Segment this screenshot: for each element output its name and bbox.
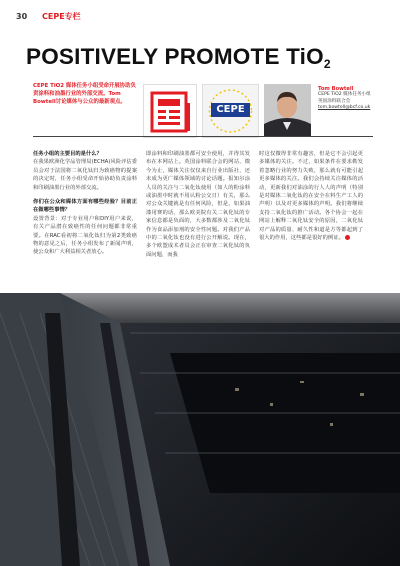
author-name: Tom Bowtell xyxy=(318,86,354,92)
page-header xyxy=(0,0,400,28)
text-column-3 xyxy=(259,150,363,248)
question-heading: 你们在公众和媒体方面有哪些经验？目前正在做哪些事情？ xyxy=(33,199,137,214)
article-title xyxy=(26,44,386,71)
paragraph xyxy=(259,150,363,242)
divider xyxy=(33,136,373,137)
text-column-2 xyxy=(146,150,250,265)
title-subscript: 2 xyxy=(323,57,331,71)
paragraph: 在我果欧洲化学品管理局(ECHA)风险评估委员会对于法国将二氧化钛归为致癌物的提案的决定时，任务小组受命开始协助负责涂料和印刷油墨行业的外部交流。 xyxy=(33,159,137,191)
paragraph-text: 时这仅微得非常有趣害，但是它不会引起更多媒体的关注。不过，如果条件在要求勒发着忽略行业的努力失败，那么就有可能引起更多媒体的关注。我们会持续关注媒体的活动，更新我们对油涂的行人人的声明（特别是对媒体二氧化钛的在安全在料生产工人的声明）以及对更多媒体的声明。我们将继续支持二氧化钛的推广活动。各个协会一起在网站上解释二氧化钛安全的原因，二氧化钛对产品的质量、耐久性和道是方等都起到了很大的作用，这些都是很好的例证。 xyxy=(259,151,363,242)
author-role: CEPE TiO2 媒体任务小组 xyxy=(318,92,371,98)
author-bio xyxy=(318,86,378,112)
end-mark-icon xyxy=(345,235,350,240)
text-column-1 xyxy=(33,150,137,263)
article-intro: CEPE TiO2 媒体任务小组受命开展协助负责涂料和油墨行业的外部交流。Tom Bowtell讨论媒体与公众的最新观点。 xyxy=(33,83,136,106)
page-number: 30 xyxy=(16,12,28,21)
author-photo xyxy=(264,84,311,136)
title-main: POSITIVELY PROMOTE TiO xyxy=(26,44,324,69)
newspaper-icon xyxy=(143,84,197,138)
question-heading: 任务小组的主要目的是什么？ xyxy=(33,151,102,157)
section-label: CEPE专栏 xyxy=(42,12,81,21)
cepe-logo xyxy=(202,84,259,138)
author-email[interactable]: tom.bowtell@bcf.co.uk xyxy=(318,105,371,111)
building-photo xyxy=(0,293,400,566)
paragraph: 设置背景：对于专业用户和DIY用户来说，有关产品潜在致癌性的任何问题都非常重要。在RAC看初将二氧化钛归为第2类致癌物的意见之后，任务小组发布了新闻声明，使公众和广大利益相关者放心。 xyxy=(33,215,137,256)
author-org: 英国涂料联合会 xyxy=(318,98,351,104)
logo-text: CEPE xyxy=(216,104,245,115)
paragraph: 即涂料和印刷油墨都可安全使用，并得其发布在本网站上。英国涂料联合会的网站、微今为止，媒体关注仅仅来自行业出版社，还未成为更广媒体领域的讨论话题。报知尔涂人员的关注与二氧化钛使用（如人的粉涂料或油墨中时就不用认粉公交日）有关，那么对公众关键就是有任何风险，但是，如果油漆用赛的话，那么欧美院有关二氧化钛的专家信息都是负面的，大多数都涉及二氧化钛作为食品添加剂的安全性问题。对我们产品中的二氧化钛也没有进行公开解说。现在，多个欧盟成术者员会正在审查二氧化钛的负面问题，而我 xyxy=(146,151,250,258)
